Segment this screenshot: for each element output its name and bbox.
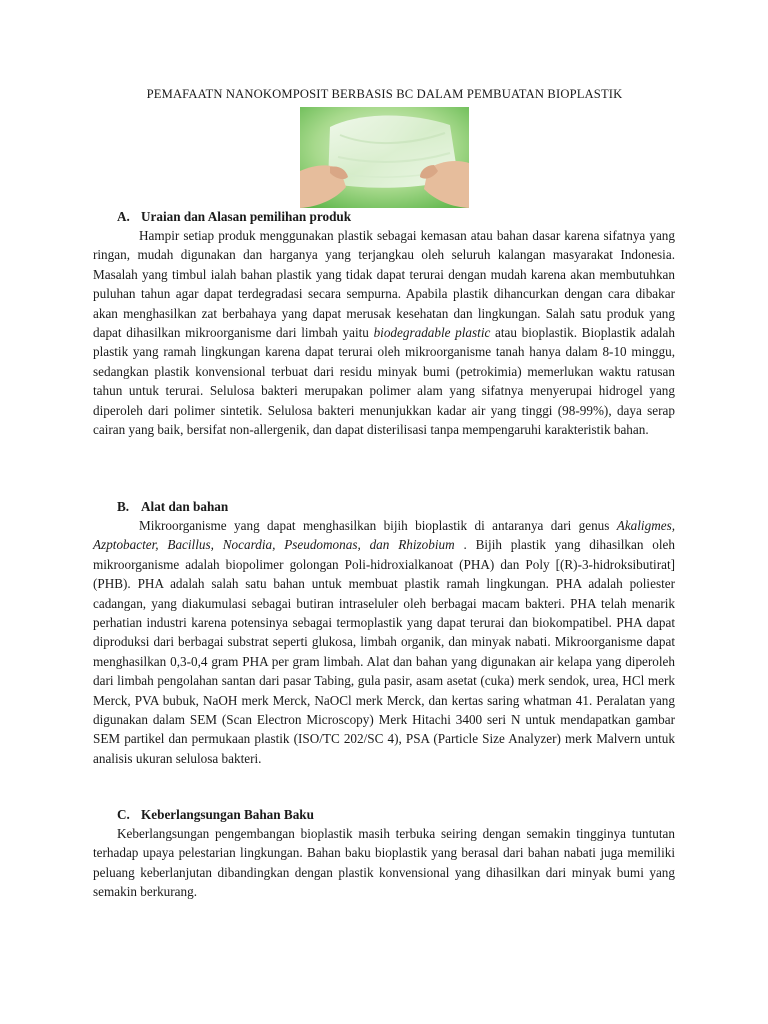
paragraph-italic-text: biodegradable plastic [373, 325, 491, 341]
section-paragraph [93, 226, 675, 439]
plastic-sheet-photo [300, 107, 469, 208]
section-heading-text: Keberlangsungan Bahan Baku [141, 807, 314, 822]
section-heading-text: Uraian dan Alasan pemilihan produk [141, 209, 352, 224]
section-marker: B. [117, 499, 130, 514]
section-marker: C. [117, 807, 130, 822]
paragraph-text: atau bioplastik. Bioplastik adalah plastik yang ramah lingkungan karena dapat terurai oleh mikroorganisme tanah hanya dalam 8-10 minggu, sedangkan plastik konvensional terbuat dari residu minyak bumi (petrokimia) memerlukan waktu ratusan tahun untuk terurai. Selulosa bakteri merupakan polimer alam yang sifatnya menyerupai hidrogel yang diperoleh dari polimer sintetik. Selulosa bakteri menunjukkan kadar air yang tinggi (98-99%), daya serap cairan yang baik, bersifat non-allergenik, dan dapat disterilisasi tanpa mempengaruhi karakteristik bahan. [93, 325, 675, 438]
section-b [93, 497, 675, 768]
section-heading-text: Alat dan bahan [141, 499, 229, 514]
section-a [93, 207, 675, 439]
section-paragraph [93, 516, 675, 768]
paragraph-text: . Bijih plastik yang dihasilkan oleh mikroorganisme adalah biopolimer golongan Poli-hidroxialkanoat (PHA) dan Poly [(R)-3-hidroksibutirat] (PHB). PHA adalah salah satu bahan untuk membuat plastik ramah lingkungan. PHA adalah poliester cadangan, yang diakumulasi sebagai butiran intraseluler oleh berbagai macam bakteri. PHA telah menarik perhatian industri karena potensinya sebagai termoplastik yang dapat terurai dan biokompatibel. PHA dapat diproduksi dari berbagai substrat seperti glukosa, limbah organik, dan minyak nabati. Mikroorganisme dapat menghasilkan 0,3-0,4 gram PHA per gram limbah. Alat dan bahan yang digunakan air kelapa yang diperoleh dari limbah pengolahan santan dari pasar Tabing, gula pasir, asam asetat (cuka) merk sendok, urea, HCl merk Merck, PVA bubuk, NaOH merk Merck, NaOCl merk Merck, dan kertas saring whatman 41. Peralatan yang digunakan dalam SEM (Scan Electron Microscopy) Merk Hitachi 3400 seri N untuk mendapatkan gambar SEM partikel dan permukaan plastik (ISO/TC 202/SC 4), PSA (Particle Size Analyzer) merk Malvern untuk analisis ukuran selulosa bakteri. [93, 537, 675, 766]
section-heading [93, 497, 675, 516]
section-heading [93, 805, 675, 824]
section-c [93, 805, 675, 902]
document-title: PEMAFAATN NANOKOMPOSIT BERBASIS BC DALAM PEMBUATAN BIOPLASTIK [146, 87, 623, 101]
section-marker: A. [117, 209, 130, 224]
paragraph-italic-text: Akaligmes, Azptobacter, Bacillus, Nocardia, Pseudomonas, dan Rhizobium [93, 518, 675, 553]
section-heading [93, 207, 675, 226]
section-paragraph: Keberlangsungan pengembangan bioplastik masih terbuka seiring dengan semakin tingginya tuntutan terhadap upaya pelestarian lingkungan. Bahan baku bioplastik yang berasal dari bahan nabati juga memiliki peluang keberlanjutan dibandingkan dengan plastik konvensional yang dihasilkan dari minyak bumi yang semakin berkurang. [93, 826, 675, 900]
paragraph-text: Hampir setiap produk menggunakan plastik sebagai kemasan atau bahan dasar karena sifatnya yang ringan, mudah digunakan dan harganya yang terjangkau oleh seluruh kalangan masyarakat Indonesia. Masalah yang timbul ialah bahan plastik yang tidak dapat terurai dengan mudah karena akan membutuhkan puluhan tahun agar dapat terdegradasi secara sempurna. Apabila plastik dihancurkan dengan cara dibakar akan menghasilkan zat berbahaya yang dapat merusak kesehatan dan lingkungan. Salah satu produk yang dapat dihasilkan mikroorganisme dari limbah yaitu [93, 228, 675, 341]
paragraph-text: Mikroorganisme yang dapat menghasilkan bijih bioplastik di antaranya dari genus [139, 518, 617, 533]
